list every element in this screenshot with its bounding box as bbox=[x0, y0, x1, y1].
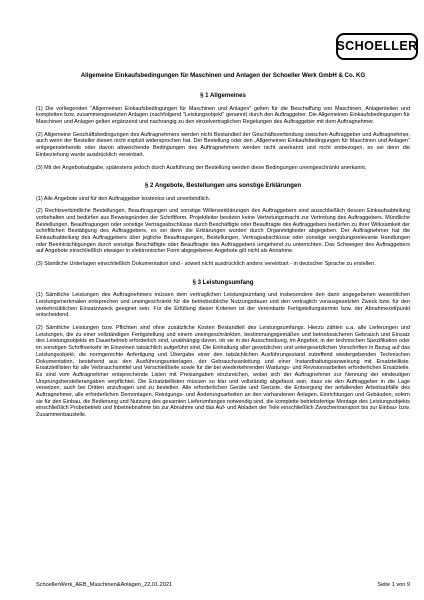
footer-page-number: Seite 1 von 9 bbox=[377, 582, 410, 588]
section-2-paragraph-1: (1) Alle Angebote sind für den Auftraggeber kostenlos und unverbindlich. bbox=[36, 195, 211, 202]
section-2-paragraph-3: (3) Sämtliche Unterlagen einschließlich Dokumentation sind - soweit nicht ausdrücklich anders vereinbart - in deutscher Sprache zu erstellen. bbox=[36, 261, 376, 268]
section-3-paragraph-2: (2) Sämtliche Leistungen bzw. Pflichten sind ohne zusätzliche Kosten Bestandteil des Leistungsumfangs. Hierzu zählen u.a. alle Lieferungen und Leistungen, die zu einer vollständigen Fertigstellung und einem uneingeschränkten, bestimmungsgemäßen und betriebssicheren Gebrauch und Einsatz des Leistungsobjekts im Dauerbetrieb erforderlich sind, unabhängig davon, ob sie in der Ausschreibung, im Angebot, in der technischen Spezifikation oder im sonstigen Schriftverkehr im Einzelnen tatsächlich aufgeführt sind. Die Einhaltung aller gesetzlichen und untergesetzlichen Vorschriften in Bezug auf das Leistungsobjekt, die normgerechte Anfertigung und Übergabe einer den tatsächlichen Ausführungsstand zutreffend wiedergebenden Technischen Dokumentation, bestehend aus den Ausführungsunterlagen, der Gebrauchsanleitung und einer Instandhaltungsanweisung mit Ersatzteilliste. Ersatzteillisten für alle Verbrauchsmittel und Verschleißteile sowie für die bei wiederkehrenden Wartungs- und Revisionsarbeiten erforderlichen Ersatzteile. Es sind vom Auftragnehmer entsprechende Listen mit Preisangaben einzureichen, wobei sich der Auftragnehmer zur Nennung der eindeutigen Ursprungsherstellerangaben verpflichtet. Die Ersatzteillisten müssen so klar und vollständig abgefasst sein, dass sie den Auftraggeber in die Lage versetzen, auch bei Dritten anzufragen und zu bestellen. Alle erforderlichen Geräte und Gerüste, die Entsorgung der anfallenden Arbeitsabfälle des Auftragnehmer, alle erforderlichen Demontagen, Reinigungs- und Änderungsarbeiten an den vorhandenen Anlagen, Einrichtungen und Gebäuden, sofern sie für den Einbau, die Bedienung und Nutzung des gesamten Lieferumfanges notwendig sind, die komplette betriebsfertige Montage des Leistungsobjekts einschließlich Probebetrieb und Inbetriebnahme bis zur Abnahme und das Auf- und Abladen der Teile einschließlich Zwischentransport bis zur Einbau- bzw. Zusammenbaustelle. bbox=[36, 325, 410, 419]
section-1-paragraph-1: (1) Die vorliegenden "Allgemeinen Einkaufsbedingungen für Maschinen und Anlagen" gelten für die Beschaffung von Maschinen, Anlagenteilen und kompletten bzw. zusammengesetzten Anlagen (nachfolgend "Leistungsobjekt" genannt) durch den Auftraggeber. Die Allgemeinen Einkaufsbedingungen für Maschinen und Anlagen gelten ergänzend und nachrangig zu den einzelvertraglichen Regelungen des Auftraggeber mit dem Auftragnehmer. bbox=[36, 105, 410, 126]
schoeller-logo bbox=[336, 33, 418, 60]
section-3-paragraph-1: (1) Sämtliche Leistungen des Auftragnehmers müssen dem vertraglichen Leistungsumfang und insbesondere den dann angegebenen wesentlichen Leistungsmerkmalen entsprechen und uneingeschränkt für die betriebsübliche Nutzungsdauer und den vertraglich vorausgesetzten Zweck bzw. für den verkehrsüblichen Einsatzzweck geeignet sein. Für die Erfüllung dieser Kriterien ist der vereinbarte Fertigstellungstermin bzw. der Abnahmezeitpunkt entscheidend. bbox=[36, 292, 410, 319]
section-3-heading: § 3 Leistungsumfang bbox=[192, 278, 254, 286]
document-title: Allgemeine Einkaufsbedingungen für Maschinen und Anlagen der Schoeller Werk GmbH & Co. KG bbox=[80, 72, 366, 79]
section-1-heading: § 1 Allgemeines bbox=[200, 92, 246, 100]
footer-filename: SchoellerWerk_AEB_Maschinen&Anlagen_22.01.2021 bbox=[36, 582, 173, 588]
section-1-paragraph-2: (2) Allgemeine Geschäftsbedingungen des Auftragnehmers werden nicht Bestandteil der Geschäftsverbindung zwischen Auftraggeber und Auftragnehmer, auch wenn der Besteller diesen nicht explizit widersprochen hat. Der Bestellung oder den „Allgemeinen Einkaufsbedingungen für Maschinen und Anlagen“ entgegenstehende oder davon abweichende Bedingungen des Auftragnehmers werden nicht anerkannt und nicht einbezogen, es sei denn die Einbeziehung wurde ausdrücklich vereinbart. bbox=[36, 131, 410, 158]
section-1-paragraph-3: (3) Mit der Angebotsabgabe, spätestens jedoch durch Ausführung der Bestellung werden diese Bedingungen uneingeschränkt anerkannt. bbox=[36, 164, 367, 171]
logo-text: SCHOELLER bbox=[336, 39, 418, 54]
section-2-paragraph-2: (2) Rechtsverbindliche Bestellungen, Beauftragungen und sonstige Willenserklärungen des Auftraggebers sind ausschließlich dessen Einkaufsabteilung vorbehalten und bedürfen aus Beweisgründen der Schriftform. Projektleiter besitzen keine Vertretungsmacht zur Vertretung des Auftraggebers. Mündliche Bestellungen, Beauftragungen oder sonstige Vertragsabschlüsse durch Beschäftigte oder Beauftragte des Auftraggebers bedürfen zu ihrer Wirksamkeit der schriftlichen Bestätigung des Auftraggebers, es sei denn die Erklärungen wurden durch Organmitglieder abgegeben. Der Auftragnehmer hat die Einkaufsabteilung des Auftraggebers über jegliche Beauftragungen, Bestellungen, Vertragsabschlüsse oder sonstige vergütungsrelevante Handlungen oder Beeinträchtigungen durch sonstige Beschäftigte oder Beauftragte des Auftraggebers umgehend zu unterrichten. Das Schweigen des Auftraggebers auf Angebote einschließlich etwaiger in elektronischer Form abgegebener Angebote gilt nicht als Annahme. bbox=[36, 208, 410, 255]
page-footer bbox=[36, 582, 410, 588]
document-body bbox=[36, 72, 410, 425]
section-2-heading: § 2 Angebote, Bestellungen uns sonstige Erklärungen bbox=[144, 182, 302, 190]
